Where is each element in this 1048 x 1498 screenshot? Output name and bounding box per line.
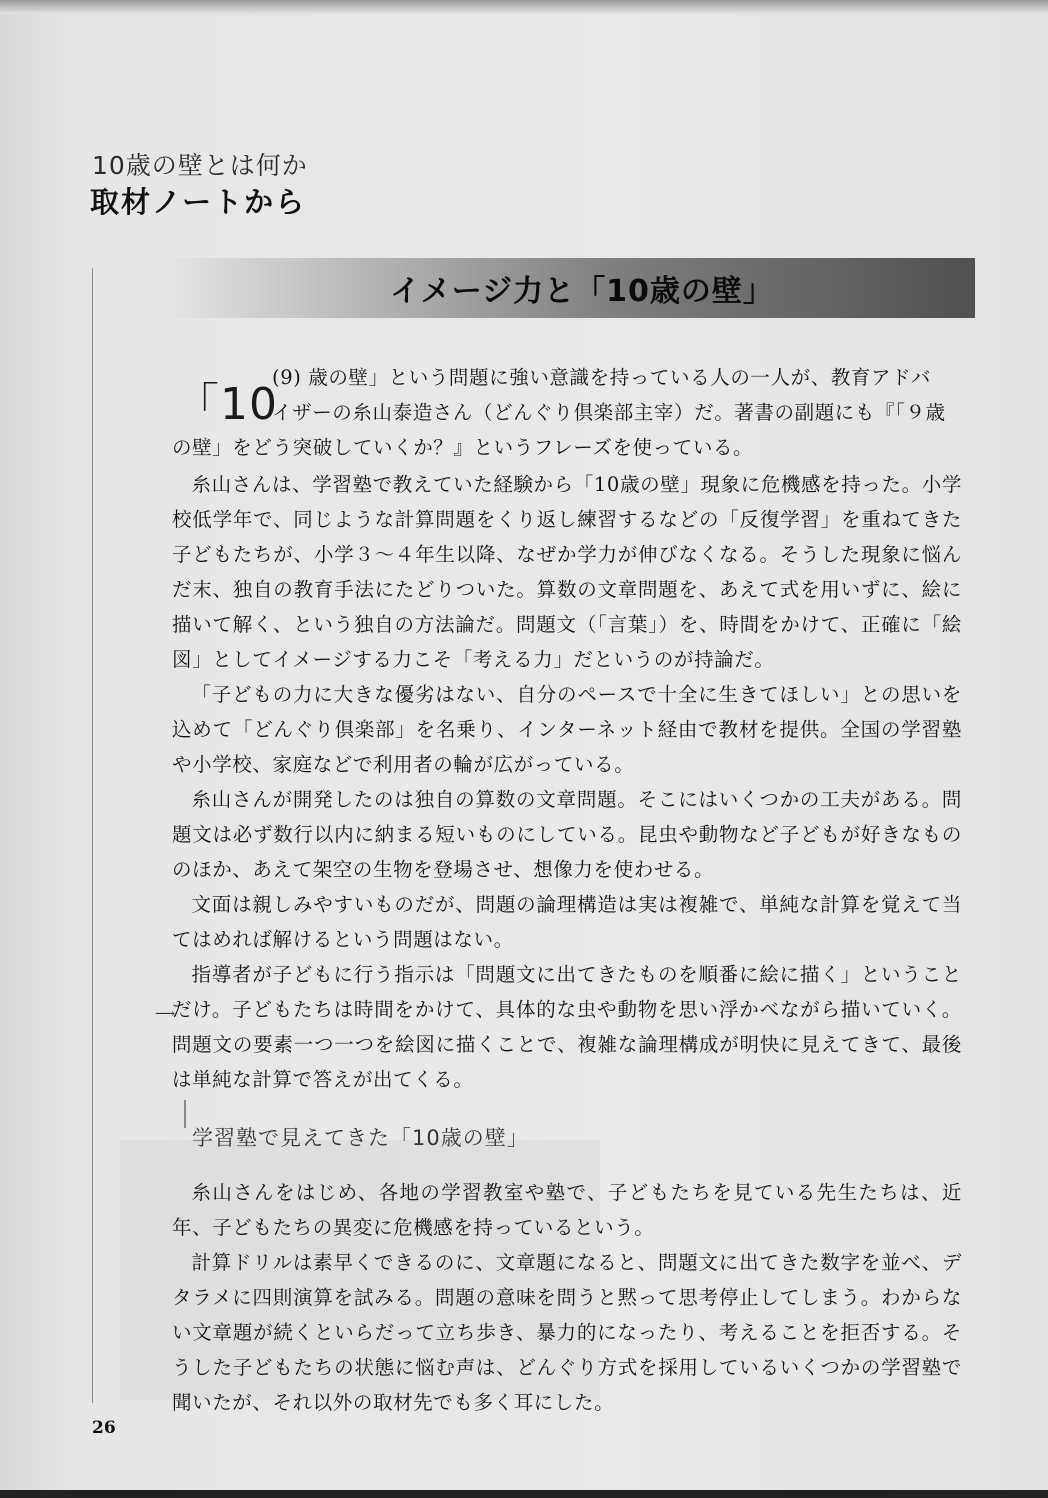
scan-top-shadow	[0, 0, 1048, 14]
subheading: 学習塾で見えてきた「10歳の壁」	[192, 1126, 529, 1150]
body-text	[172, 467, 962, 1097]
paragraph: 糸山さんが開発したのは独自の算数の文章問題。そこにはいくつかの工夫がある。問題文は必ず数行以内に納まる短いものにしている。昆虫や動物など子どもが好きなもののほか、あえて架空の生物を登場させ、想像力を使わせる。	[172, 788, 962, 881]
banner-title: イメージ力と「10歳の壁」	[390, 274, 774, 309]
paragraph: 「子どもの力に大きな優劣はない、自分のペースで十全に生きてほしい」との思いを込めて「どんぐり倶楽部」を名乗り、インターネット経由で教材を提供。全国の学習塾や小学校、家庭などで利用者の輪が広がっている。	[172, 683, 962, 776]
lead-line: イザーの糸山泰造さん（どんぐり倶楽部主宰）だ。著書の副題にも『「９歳	[272, 401, 946, 424]
body-text-2	[172, 1175, 962, 1420]
paragraph: 糸山さんは、学習塾で教えていた経験から「10歳の壁」現象に危機感を持った。小学校低学年で、同じような計算問題をくり返し練習するなどの「反復学習」を重ねてきた子どもたちが、小学３～４年生以降、なぜか学力が伸びなくなる。そうした現象に悩んだ末、独自の教育手法にたどりついた。算数の文章問題を、あえて式を用いずに、絵に描いて解く、という独自の方法論だ。問題文（「言葉」）を、時間をかけて、正確に「絵図」としてイメージする力こそ「考える力」だというのが持論だ。	[172, 473, 962, 671]
lead-line: (9) 歳の壁」という問題に強い意識を持っている人の一人が、教育アドバ	[272, 366, 931, 389]
paragraph: 計算ドリルは素早くできるのに、文章題になると、問題文に出てきた数字を並べ、デタラメに四則演算を試みる。問題の意味を問うと黙って思考停止してしまう。わからない文章題が続くといらだって立ち歩き、暴力的になったり、考えることを拒否する。そうした子どもたちの状態に悩む声は、どんぐり方式を採用しているいくつかの学習塾で聞いたが、それ以外の取材先でも多く耳にした。	[172, 1251, 962, 1414]
paragraph: 指導者が子どもに行う指示は「問題文に出てきたものを順番に絵に描く」ということだけ。子どもたちは時間をかけて、具体的な虫や動物を思い浮かべながら描いていく。問題文の要素一つ一つを絵図に描くことで、複雑な論理構成が明快に見えてきて、最後は単純な計算で答えが出てくる。	[172, 963, 962, 1091]
section-label: 10歳の壁とは何か	[92, 151, 308, 180]
page-number: 26	[92, 1418, 116, 1438]
section-title: 取材ノートから	[90, 185, 307, 219]
lead-line: の壁」をどう突破していくか？』というフレーズを使っている。	[172, 436, 754, 459]
scan-bottom-edge	[0, 1490, 1048, 1498]
paragraph: 糸山さんをはじめ、各地の学習教室や塾で、子どもたちを見ている先生たちは、近年、子どもたちの異変に危機感を持っているという。	[172, 1181, 962, 1239]
paragraph: 文面は親しみやすいものだが、問題の論理構造は実は複雑で、単純な計算を覚えて当てはめれば解けるという問題はない。	[172, 893, 962, 951]
subhead-rule	[184, 1100, 186, 1128]
margin-rule	[92, 268, 93, 1403]
margin-arrow-mark: ⟶	[155, 1006, 176, 1022]
drop-cap: 「10	[175, 379, 278, 430]
